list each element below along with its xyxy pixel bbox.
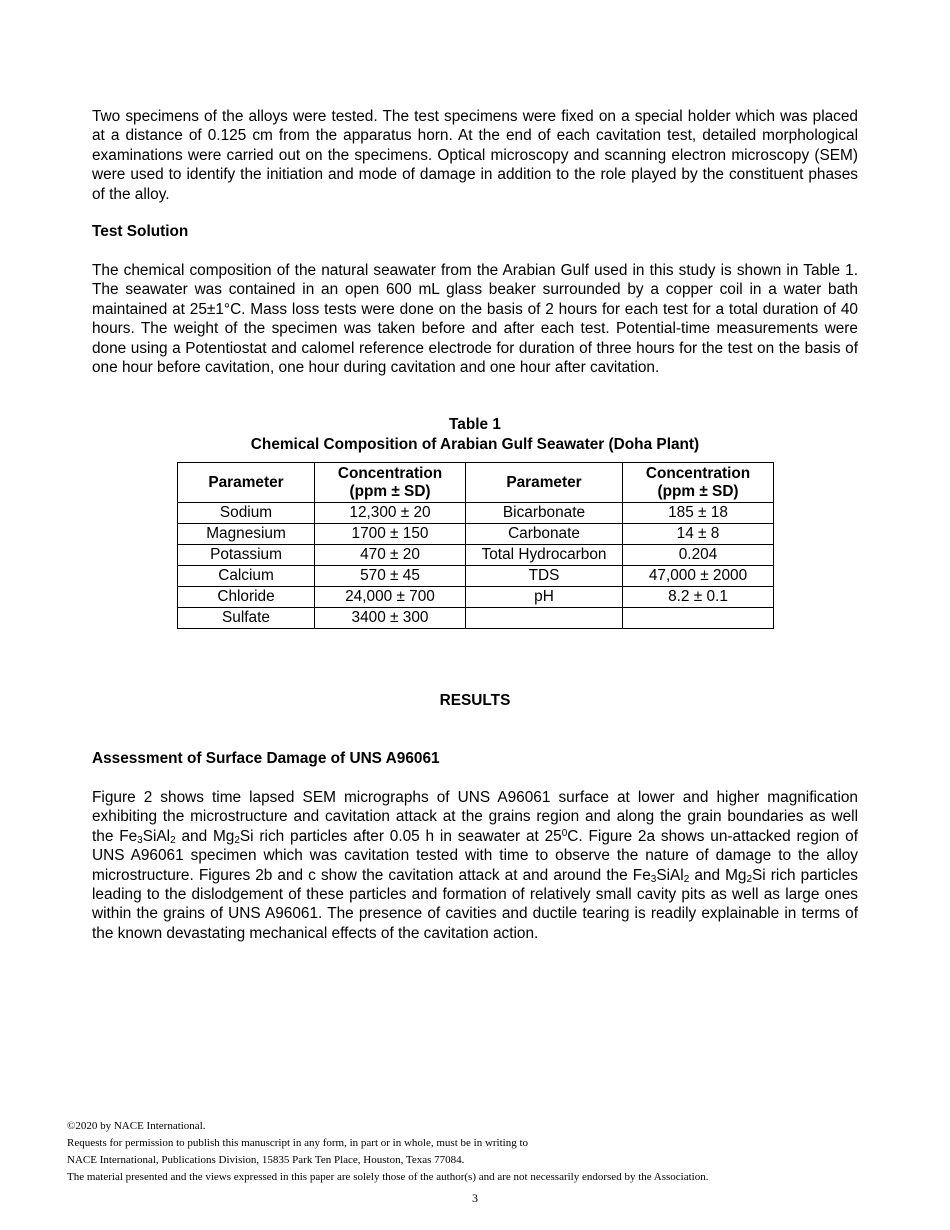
table-cell: 470 ± 20	[315, 545, 466, 566]
table-cell: 12,300 ± 20	[315, 503, 466, 524]
test-solution-paragraph: The chemical composition of the natural seawater from the Arabian Gulf used in this study is shown in Table 1. The seawater was contained in an open 600 mL glass beaker surrounded by a copper coil in a water bath maintained at 25±1°C. Mass loss tests were done on the basis of 2 hours for each test for a total duration of 40 hours. The weight of the specimen was taken before and after each test. Potential-time measurements were done using a Potentiostat and calomel reference electrode for duration of three hours for the test on the basis of one hour before cavitation, one hour during cavitation and one hour after cavitation.	[92, 262, 858, 377]
table-cell: Carbonate	[466, 524, 623, 545]
table-cell: Calcium	[178, 566, 315, 587]
table-cell: Bicarbonate	[466, 503, 623, 524]
table-cell	[623, 608, 774, 629]
table-row	[178, 608, 774, 629]
table-cell: TDS	[466, 566, 623, 587]
table-cell: Sulfate	[178, 608, 315, 629]
header-concentration-2-line1: Concentration	[645, 464, 751, 482]
text-run: C. Figure 2a shows un-attacked region of UNS A96061 specimen which was cavitation tested with time to observe the nature of damage to the alloy microstructure. Figures 2b and c show the cavitation attack at and around the Fe	[92, 827, 858, 884]
table-cell: Total Hydrocarbon	[466, 545, 623, 566]
header-concentration-line1: Concentration	[337, 464, 443, 482]
table-row	[178, 524, 774, 545]
table-cell: 8.2 ± 0.1	[623, 587, 774, 608]
text-run: and Mg	[689, 866, 747, 884]
table-cell: Magnesium	[178, 524, 315, 545]
assessment-paragraph	[92, 788, 858, 943]
header-concentration-line2: (ppm ± SD)	[349, 482, 431, 500]
table-cell: 570 ± 45	[315, 566, 466, 587]
text-run: Si rich particles leading to the dislodgement of these particles and formation of relatively small cavity pits as well as large ones within the grains of UNS A96061. The presence of cavities and ductile tearing is readily explainable in terms of the known devastating mechanical effects of the cavitation action.	[92, 866, 858, 942]
page-number: 3	[472, 1191, 478, 1205]
results-heading: RESULTS	[439, 692, 511, 709]
footer-address: NACE International, Publications Division, 15835 Park Ten Place, Houston, Texas 77084.	[67, 1154, 465, 1166]
table-row	[178, 545, 774, 566]
table-cell: 1700 ± 150	[315, 524, 466, 545]
subscript: 2	[683, 873, 690, 885]
subscript: 3	[650, 873, 657, 885]
header-parameter-2: Parameter	[466, 463, 623, 503]
test-solution-heading: Test Solution	[92, 223, 189, 240]
table-header-row	[178, 463, 774, 503]
text-run: SiAl	[142, 827, 171, 845]
composition-table	[177, 462, 774, 629]
table-row	[178, 566, 774, 587]
footer-copyright: ©2020 by NACE International.	[67, 1120, 206, 1132]
subscript: 2	[234, 834, 240, 846]
subscript: 3	[137, 834, 143, 846]
header-concentration-2	[623, 463, 774, 503]
assessment-heading: Assessment of Surface Damage of UNS A96061	[92, 750, 440, 767]
header-concentration	[315, 463, 466, 503]
text-run: Figure 2 shows time lapsed SEM micrographs of UNS A96061 surface at lower and higher magnification exhibiting the microstructure and cavitation attack at the grains region and along the grain boundaries as well the Fe	[92, 789, 858, 845]
table-caption: Chemical Composition of Arabian Gulf Seawater (Doha Plant)	[250, 436, 700, 453]
text-run: and Mg	[175, 827, 235, 845]
subscript: 2	[170, 834, 176, 846]
superscript: 0	[561, 827, 568, 839]
table-cell	[466, 608, 623, 629]
table-cell: 3400 ± 300	[315, 608, 466, 629]
subscript: 2	[746, 873, 753, 885]
text-run: Si rich particles after 0.05 h in seawater at 25	[239, 827, 562, 845]
text-run: SiAl	[656, 866, 684, 884]
table-cell: 47,000 ± 2000	[623, 566, 774, 587]
footer-disclaimer: The material presented and the views expressed in this paper are solely those of the author(s) and are not necessarily endorsed by the Association.	[67, 1171, 709, 1183]
table-cell: 24,000 ± 700	[315, 587, 466, 608]
footer-permission: Requests for permission to publish this manuscript in any form, in part or in whole, must be in writing to	[67, 1137, 529, 1149]
table-label: Table 1	[449, 416, 501, 433]
table-cell: 0.204	[623, 545, 774, 566]
header-parameter: Parameter	[178, 463, 315, 503]
specimens-paragraph: Two specimens of the alloys were tested. The test specimens were fixed on a special holder which was placed at a distance of 0.125 cm from the apparatus horn. At the end of each cavitation test, detailed morphological examinations were carried out on the specimens. Optical microscopy and scanning electron microscopy (SEM) were used to identify the initiation and mode of damage in addition to the role played by the constituent phases of the alloy.	[92, 108, 858, 203]
table-cell: pH	[466, 587, 623, 608]
table-row	[178, 503, 774, 524]
table-cell: Potassium	[178, 545, 315, 566]
table-cell: Chloride	[178, 587, 315, 608]
table-cell: Sodium	[178, 503, 315, 524]
header-concentration-2-line2: (ppm ± SD)	[657, 482, 739, 500]
table-cell: 14 ± 8	[623, 524, 774, 545]
table-cell: 185 ± 18	[623, 503, 774, 524]
table-row	[178, 587, 774, 608]
